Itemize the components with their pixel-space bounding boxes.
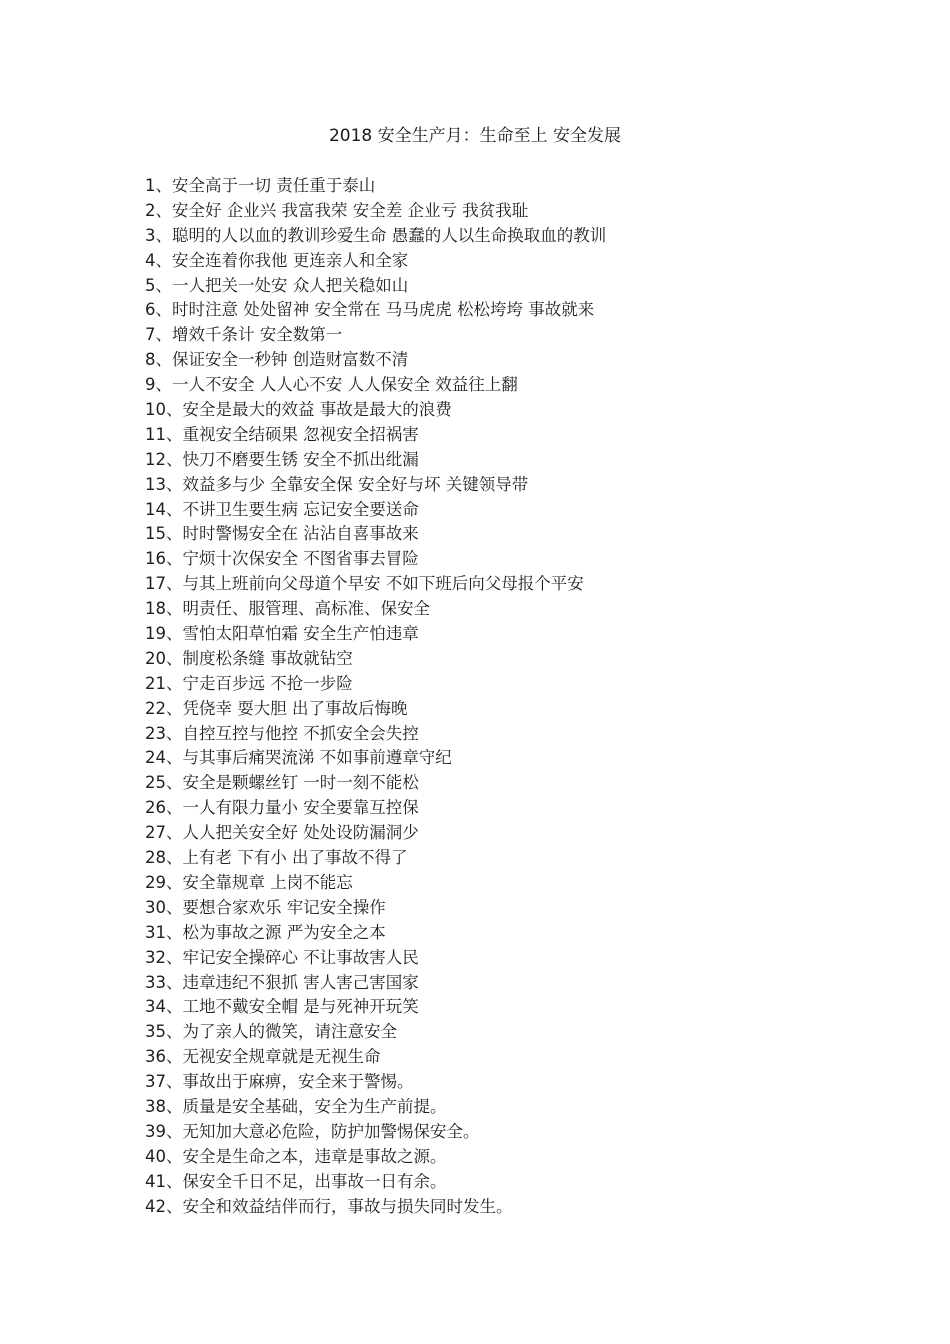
slogan-item: 31、松为事故之源 严为安全之本 xyxy=(145,922,386,942)
slogan-item: 20、制度松条缝 事故就钻空 xyxy=(145,648,353,668)
slogan-item: 7、增效千条计 安全数第一 xyxy=(145,325,343,345)
slogan-item: 21、宁走百步远 不抢一步险 xyxy=(145,673,353,693)
slogan-item: 25、安全是颗螺丝钉 一时一刻不能松 xyxy=(145,773,419,793)
slogan-item: 40、安全是生命之本，违章是事故之源。 xyxy=(145,1146,447,1166)
slogan-item: 18、明责任、服管理、高标准、保安全 xyxy=(145,599,430,619)
slogan-item: 32、牢记安全操碎心 不让事故害人民 xyxy=(145,947,419,967)
slogan-item: 22、凭侥幸 耍大胆 出了事故后悔晚 xyxy=(145,698,408,718)
slogan-item: 1、安全高于一切 责任重于泰山 xyxy=(145,176,376,195)
slogan-item: 17、与其上班前向父母道个早安 不如下班后向父母报个平安 xyxy=(145,574,584,594)
slogan-item: 3、聪明的人以血的教训珍爱生命 愚蠢的人以生命换取血的教训 xyxy=(145,225,607,245)
slogan-list xyxy=(145,174,885,1219)
slogan-item: 6、时时注意 处处留神 安全常在 马马虎虎 松松垮垮 事故就来 xyxy=(145,300,595,320)
slogan-item: 24、与其事后痛哭流涕 不如事前遵章守纪 xyxy=(145,748,452,768)
slogan-item: 14、不讲卫生要生病 忘记安全要送命 xyxy=(145,499,419,519)
slogan-item: 10、安全是最大的效益 事故是最大的浪费 xyxy=(145,400,452,420)
slogan-item: 27、人人把关安全好 处处设防漏洞少 xyxy=(145,823,419,843)
slogan-item: 29、安全靠规章 上岗不能忘 xyxy=(145,872,353,892)
slogan-item: 4、安全连着你我他 更连亲人和全家 xyxy=(145,250,409,270)
slogan-item: 5、一人把关一处安 众人把关稳如山 xyxy=(145,275,409,295)
slogan-item: 39、无知加大意必危险，防护加警惕保安全。 xyxy=(145,1121,480,1141)
slogan-item: 34、工地不戴安全帽 是与死神开玩笑 xyxy=(145,997,419,1017)
slogan-item: 19、雪怕太阳草怕霜 安全生产怕违章 xyxy=(145,624,419,644)
slogan-item: 2、安全好 企业兴 我富我荣 安全差 企业亏 我贫我耻 xyxy=(145,200,529,220)
slogan-item: 42、安全和效益结伴而行，事故与损失同时发生。 xyxy=(145,1196,513,1216)
slogan-item: 9、一人不安全 人人心不安 人人保安全 效益往上翻 xyxy=(145,375,518,395)
slogan-item: 38、质量是安全基础，安全为生产前提。 xyxy=(145,1096,447,1116)
slogan-item: 23、自控互控与他控 不抓安全会失控 xyxy=(145,723,419,743)
slogan-item: 28、上有老 下有小 出了事故不得了 xyxy=(145,848,408,868)
slogan-item: 26、一人有限力量小 安全要靠互控保 xyxy=(145,798,419,818)
slogan-item: 36、无视安全规章就是无视生命 xyxy=(145,1047,381,1067)
slogan-item: 15、时时警惕安全在 沾沾自喜事故来 xyxy=(145,524,419,544)
slogan-item: 33、违章违纪不狠抓 害人害己害国家 xyxy=(145,972,419,992)
document-title: 2018 安全生产月：生命至上 安全发展 xyxy=(328,126,622,146)
slogan-item: 11、重视安全结硕果 忽视安全招祸害 xyxy=(145,424,419,444)
slogan-item: 12、快刀不磨要生锈 安全不抓出纰漏 xyxy=(145,449,419,469)
slogan-item: 41、保安全千日不足，出事故一日有余。 xyxy=(145,1171,447,1191)
slogan-item: 37、事故出于麻痹，安全来于警惕。 xyxy=(145,1072,414,1092)
slogan-item: 30、要想合家欢乐 牢记安全操作 xyxy=(145,897,386,917)
slogan-item: 13、效益多与少 全靠安全保 安全好与坏 关键领导带 xyxy=(145,474,529,494)
slogan-item: 16、宁烦十次保安全 不图省事去冒险 xyxy=(145,549,419,569)
slogan-item: 8、保证安全一秒钟 创造财富数不清 xyxy=(145,350,409,370)
slogan-item: 35、为了亲人的微笑，请注意安全 xyxy=(145,1022,397,1042)
